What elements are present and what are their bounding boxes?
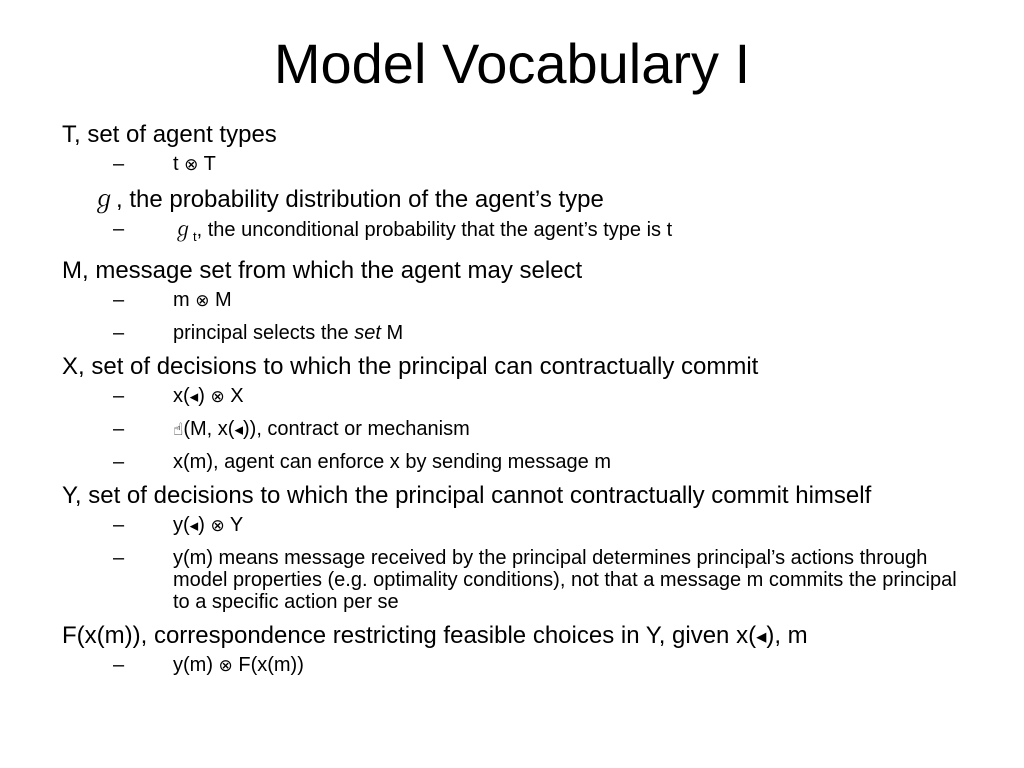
element-of-symbol: ⊗ xyxy=(210,387,225,407)
sub-text: m xyxy=(173,289,190,311)
sub-text: ) xyxy=(198,385,205,407)
bullet-t xyxy=(62,122,972,148)
dash: – xyxy=(113,322,125,344)
bullet-x xyxy=(62,354,972,380)
bullet-gamma xyxy=(62,186,972,213)
sub-bullet-f xyxy=(62,654,972,677)
dash: – xyxy=(113,451,125,473)
sub-bullet-x1 xyxy=(62,385,972,408)
dot-symbol: ◂ xyxy=(189,516,199,536)
sub-text: y(m) means message received by the principal determines principal’s actions through model properties (e.g. optimality conditions), not that a message m commits the principal to a specific action per se xyxy=(173,547,957,613)
sub-text: , the unconditional probability that the agent’s type is t xyxy=(196,219,673,241)
dash: – xyxy=(113,654,125,676)
sub-text: M xyxy=(215,289,232,311)
sub-text: X xyxy=(230,385,244,407)
sub-text: t xyxy=(173,153,179,175)
sub-bullet-x2 xyxy=(62,418,972,441)
bullet-f xyxy=(62,623,972,649)
bullet-text: , the probability distribution of the agent’s type xyxy=(116,186,604,213)
dash: – xyxy=(113,514,125,536)
sub-bullet-m1 xyxy=(62,289,972,312)
element-of-symbol: ⊗ xyxy=(184,155,199,175)
dash: – xyxy=(113,289,125,311)
bullet-text: Y, set of decisions to which the principal cannot contractually commit himself xyxy=(62,482,872,509)
bullet-y xyxy=(62,483,972,509)
bullet-text: F(x(m)), correspondence restricting feasible choices in Y, given x( xyxy=(62,622,757,649)
dot-symbol: ◂ xyxy=(189,387,199,407)
dash: – xyxy=(113,218,125,240)
sub-text: T xyxy=(203,153,216,175)
sub-text: ) xyxy=(198,514,205,536)
element-of-symbol: ⊗ xyxy=(195,291,210,311)
sub-text: (M, x( xyxy=(183,418,235,440)
dash: – xyxy=(113,418,125,440)
gamma-symbol: ℊ xyxy=(173,217,193,241)
sub-text: F(x(m)) xyxy=(238,654,304,676)
sub-bullet-gamma xyxy=(62,218,972,248)
gamma-symbol: ℊ xyxy=(92,185,116,213)
dash: – xyxy=(113,547,125,569)
bullet-m xyxy=(62,258,972,284)
subscript: t xyxy=(193,229,197,244)
sub-text: x( xyxy=(173,385,190,407)
dot-symbol: ◂ xyxy=(756,624,767,648)
dash: – xyxy=(113,153,125,175)
sub-text: x(m), agent can enforce x by sending message m xyxy=(173,451,611,473)
sub-text: principal selects the xyxy=(173,322,355,344)
emphasis-text: set xyxy=(354,322,381,344)
slide-body xyxy=(62,122,972,687)
sub-text: y( xyxy=(173,514,190,536)
sub-bullet-y1 xyxy=(62,514,972,537)
dot-symbol: ◂ xyxy=(234,420,243,440)
bullet-text: ), m xyxy=(766,622,808,649)
sub-text: M xyxy=(380,322,404,344)
dash: – xyxy=(113,385,125,407)
element-of-symbol: ⊗ xyxy=(210,516,225,536)
sub-text: )), contract or mechanism xyxy=(243,418,470,440)
sub-bullet-y2 xyxy=(62,547,972,613)
sub-bullet-x3 xyxy=(62,451,972,473)
sub-bullet-t xyxy=(62,153,972,176)
sub-bullet-m2 xyxy=(62,322,972,344)
gamma-alt-symbol: ☝ xyxy=(173,420,184,440)
sub-text: y(m) xyxy=(173,654,213,676)
element-of-symbol: ⊗ xyxy=(218,656,233,676)
bullet-text: T, set of agent types xyxy=(62,121,277,148)
bullet-text: M, message set from which the agent may select xyxy=(62,257,583,284)
slide-title: Model Vocabulary I xyxy=(273,32,751,95)
sub-text: Y xyxy=(229,514,244,536)
bullet-text: X, set of decisions to which the principal can contractually commit xyxy=(62,353,759,380)
